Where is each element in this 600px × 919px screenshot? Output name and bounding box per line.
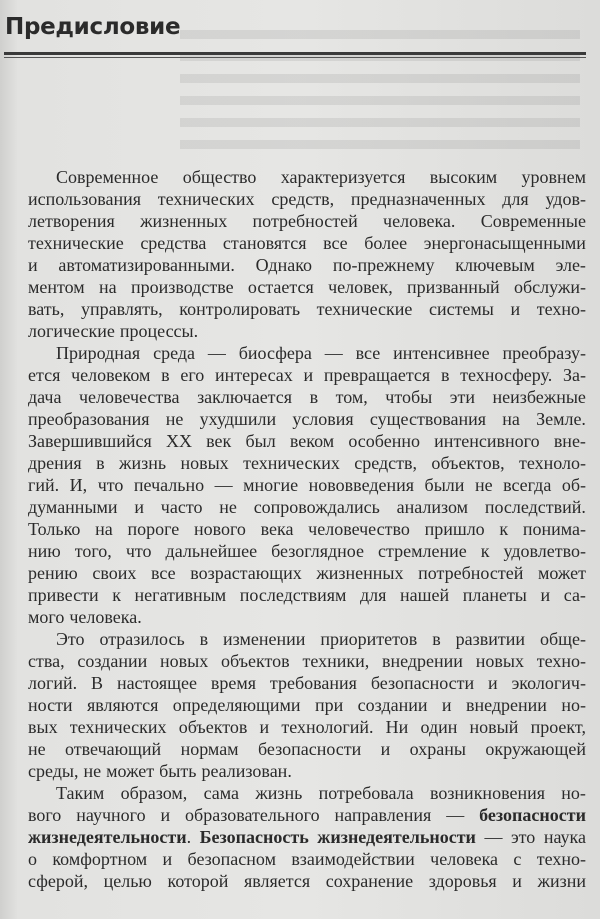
text-line: вого научного и образовательного направления — безопасности bbox=[28, 805, 586, 825]
text-line: летворения жизненных потребностей человека. Современные bbox=[28, 211, 586, 231]
text-line: дача человечества заключается в том, чтобы эти неизбежные bbox=[28, 387, 586, 407]
text-line: нию того, что дальнейшее безоглядное стремление к удовлетво- bbox=[28, 541, 586, 561]
text-line: преобразования не ухудшили условия существования на Земле. bbox=[28, 409, 586, 429]
text-line: ства, создании новых объектов техники, внедрении новых техно- bbox=[28, 651, 586, 671]
title-rule bbox=[4, 52, 586, 55]
bleed-through-text bbox=[180, 30, 580, 150]
text-line: ности являются определяющими при создании и внедрении но- bbox=[28, 695, 586, 715]
text-line: логические процессы. bbox=[28, 321, 199, 341]
text-line: жизнедеятельности. Безопасность жизнедеятельности — это наука bbox=[28, 827, 586, 847]
text-line: логий. В настоящее время требования безопасности и экологич- bbox=[28, 673, 586, 693]
text-line: технические средства становятся все более энергонасыщенными bbox=[28, 233, 586, 253]
text-line: о комфортном и безопасном взаимодействии человека с техно- bbox=[28, 849, 586, 869]
text-line: вать, управлять, контролировать технические системы и техно- bbox=[28, 299, 586, 319]
text-line: привести к негативным последствиям для нашей планеты и са- bbox=[28, 585, 586, 605]
text-line: Только на пороге нового века человечество пришло к понима- bbox=[28, 519, 586, 539]
text-line: дрения в жизнь новых технических средств, объектов, техноло- bbox=[28, 453, 586, 473]
page-title: Предисловие bbox=[5, 14, 181, 40]
text-line: Таким образом, сама жизнь потребовала возникновения но- bbox=[56, 783, 586, 803]
text-line: не отвечающий нормам безопасности и охраны окружающей bbox=[28, 739, 586, 759]
text-line: мого человека. bbox=[28, 607, 142, 627]
text-line: Природная среда — биосфера — все интенсивнее преобразу- bbox=[56, 343, 586, 363]
body-text bbox=[28, 166, 586, 892]
text-line: Это отразилось в изменении приоритетов в развитии обще- bbox=[56, 629, 586, 649]
text-line: Завершившийся XX век был веком особенно интенсивного вне- bbox=[28, 431, 586, 451]
text-line: думанными и часто не сопровождались анализом последствий. bbox=[28, 497, 586, 517]
title-rule-thin bbox=[4, 57, 586, 58]
paragraph bbox=[28, 166, 586, 342]
text-line: гий. И, что печально — многие нововведения были не всегда об- bbox=[28, 475, 586, 495]
paragraph bbox=[28, 782, 586, 892]
text-line: Современное общество характеризуется высоким уровнем bbox=[56, 167, 586, 187]
text-line: и автоматизированными. Однако по-прежнему ключевым эле- bbox=[28, 255, 586, 275]
paragraph bbox=[28, 628, 586, 782]
text-line: рению своих все возрастающих жизненных потребностей может bbox=[28, 563, 586, 583]
text-line: сферой, целью которой является сохранение здоровья и жизни bbox=[28, 871, 586, 891]
text-line: ментом на производстве остается человек, призванный обслужи- bbox=[28, 277, 586, 297]
text-line: вых технических объектов и технологий. Ни один новый проект, bbox=[28, 717, 586, 737]
text-line: ется человеком в его интересах и превращается в техносферу. За- bbox=[28, 365, 586, 385]
text-line: среды, не может быть реализован. bbox=[28, 761, 292, 781]
paragraph bbox=[28, 342, 586, 628]
text-line: использования технических средств, предназначенных для удов- bbox=[28, 189, 586, 209]
